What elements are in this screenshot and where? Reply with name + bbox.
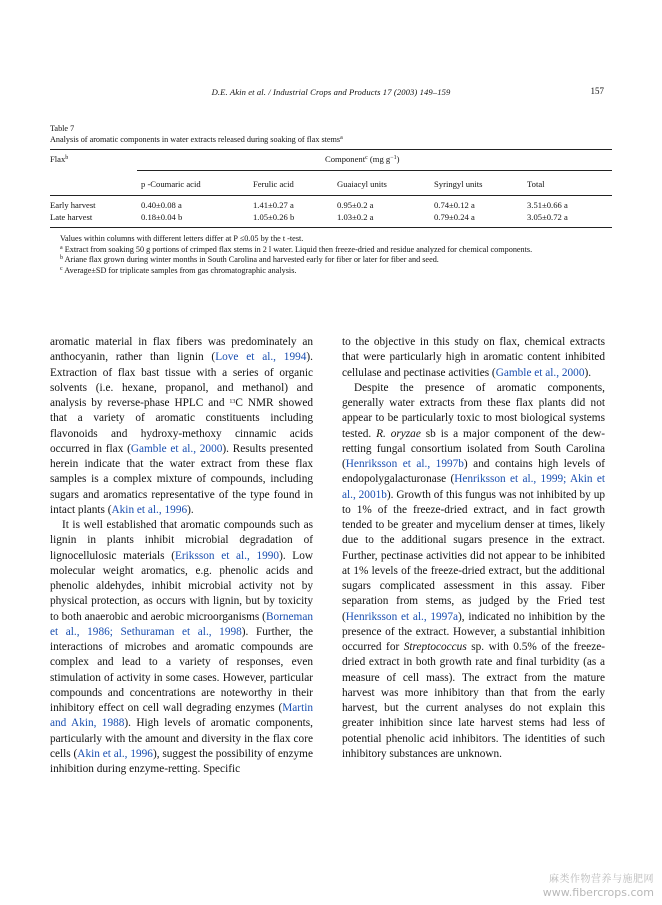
- table-cell: 3.51±0.66 a: [527, 200, 568, 210]
- table-cell: 0.18±0.04 b: [141, 212, 183, 222]
- citation-link[interactable]: Henriksson et al., 1997b: [345, 458, 464, 470]
- citation-link[interactable]: Henriksson et al., 1997a: [345, 610, 458, 623]
- col-header-syringyl: Syringyl units: [434, 179, 483, 189]
- table-cell: 0.79±0.24 a: [434, 212, 475, 222]
- citation-link[interactable]: Love et al., 1994: [215, 351, 307, 364]
- citation-link[interactable]: Akin et al., 1996: [77, 747, 153, 760]
- footnote-c: $^c$ Average±SD for triplicate samples from gas chromatographic analysis.: [60, 265, 297, 275]
- citation-link[interactable]: Henriksson et al., 1999; Akin et al., 2001b: [342, 473, 606, 501]
- col-header-coumaric: p -Coumaric acid: [141, 179, 201, 189]
- citation-link[interactable]: Eriksson et al., 1990: [175, 549, 280, 562]
- watermark-site-name: 麻类作物营养与施肥网: [549, 874, 654, 885]
- table-caption: Analysis of aromatic components in water extracts released during soaking of flax stems$^a$: [50, 135, 343, 144]
- table-label: Table 7: [50, 124, 75, 133]
- table-cell: 0.95±0.2 a: [337, 200, 374, 210]
- running-head: D.E. Akin et al. / Industrial Crops and Products 17 (2003) 149–159: [211, 87, 451, 97]
- body-column-left: [50, 335, 313, 777]
- footnote-stat: Values within columns with different letters differ at P ≤0.05 by the t -test.: [60, 234, 304, 243]
- table-cell: 1.41±0.27 a: [253, 200, 294, 210]
- citation-link[interactable]: Gamble et al., 2000: [495, 366, 585, 379]
- footnote-a: $^a$ Extract from soaking 50 g portions of crimped flax stems in 2 l water. Liquid then freeze-dried and residue analyzed for chemical components.: [60, 244, 533, 254]
- table-cell: 0.74±0.12 a: [434, 200, 475, 210]
- col-header-total: Total: [527, 179, 545, 189]
- table-cell: 1.03±0.2 a: [337, 212, 374, 222]
- table-header-rule: [50, 195, 612, 196]
- table-cell: 3.05±0.72 a: [527, 212, 568, 222]
- col-header-ferulic: Ferulic acid: [253, 179, 294, 189]
- table-footnotes: [50, 234, 612, 276]
- footnote-b: $^b$ Ariane flax grown during winter months in South Carolina and harvested early for fiber or later for fiber and seed.: [60, 255, 439, 265]
- paragraph: to the objective in this study on flax, chemical extracts that were particularly high in aromatic content inhibited cellulase and pectinase activities (Gamble et al., 2000).: [342, 336, 605, 379]
- citation-link[interactable]: Akin et al., 1996: [111, 503, 188, 516]
- paragraph: aromatic material in flax fibers was predominately an anthocyanin, rather than lignin (Love et al., 1994). Extraction of flax bast tissue with a series of organic solvents (i.e. hexane, propanol, and methanol) and analysis by reverse-phase HPLC and $^{13}$C NMR showed that a variety of aromatic constituents including flavonoids and hydroxy-methoxy cinnamic acids occurred in flax (Gamble et al., 2000). Results presented herein indicate that the water extract from these flax samples is a complex mixture of compounds, including sugars and aromatics representative of the type found in intact plants (Akin et al., 1996).: [50, 336, 313, 516]
- table-bottom-rule: [50, 227, 612, 228]
- paragraph: It is well established that aromatic compounds such as lignin in plants inhibit microbial degradation of lignocellulosic materials (Eriksson et al., 1990). Low molecular weight aromatics, e.g. phenolic acids and phenolic aldehydes, inhibit microbial activity not by physical protection, as occurs with lignin, but by toxicity to both anaerobic and aerobic microorganisms (Borneman et al., 1986; Sethuraman et al., 1998). Further, the interactions of microbes and aromatic compounds are complex and lead to a variety of responses, even stimulation of activity in some cases. However, particular compounds and concentrations are noteworthy in their inhibitory effect on cell wall degrading enzymes (Martin and Akin, 1988). High levels of aromatic components, particularly with the amount and diversity in the flax core cells (Akin et al., 1996), suggest the possibility of enzyme inhibition during enzyme-retting. Specific: [50, 519, 314, 775]
- watermark: [543, 873, 654, 899]
- table-cell: 1.05±0.26 b: [253, 212, 295, 222]
- paragraph: Despite the presence of aromatic components, generally water extracts from these flax plants did not appear to be particularly toxic to most biological systems tested. R. oryzae sb is a major component of the dew-retting fungal consortium isolated from South Carolina (Henriksson et al., 1997b) and contains high levels of endopolygalacturonase (Henriksson et al., 1999; Akin et al., 2001b). Growth of this fungus was not inhibited by up to 1% of the freeze-dried extract, and in fact growth tended to be greater and mycelium denser at times, likely due to the additional sugars presence in the extract. Further, pectinase activities did not appear to be inhibited at 1% levels of the freeze-dried extract, but the additional sugars complicated assessment in this assay. Fiber separation from stems, as judged by the Fried test (Henriksson et al., 1997a), indicated no inhibition by the presence of the extract. However, a substantial inhibition occurred for Streptococcus sp. with 0.5% of the freeze-dried extract in both growth rate and final turbidity (as a measure of cell mass). The extract from the mature harvest was more inhibitory than that from the early harvest, but the current analyses do not explain this greater inhibition since late harvest stems had less of potential phenolic acid inhibitors. The identities of such inhibitory substances are unknown.: [342, 381, 606, 760]
- table-cell: 0.40±0.08 a: [141, 200, 182, 210]
- row-label-late: Late harvest: [50, 212, 93, 222]
- italic-term: R. oryzae: [376, 427, 421, 440]
- row-label-early: Early harvest: [50, 200, 96, 210]
- body-column-right: [342, 335, 605, 762]
- citation-link[interactable]: Borneman et al., 1986; Sethuraman et al., 1998: [50, 610, 313, 638]
- citation-link[interactable]: Gamble et al., 2000: [130, 442, 223, 455]
- component-span-rule: [137, 170, 612, 171]
- page-number: 157: [590, 86, 604, 96]
- watermark-url: www.fibercrops.com: [542, 886, 654, 899]
- citation-link[interactable]: Martin and Akin, 1988: [50, 702, 313, 730]
- superscript: 13: [229, 399, 236, 405]
- italic-term: Streptococcus: [403, 641, 467, 653]
- col-header-guaiacyl: Guaiacyl units: [337, 179, 387, 189]
- component-header: Component$^c$ (mg $g^{-1}$): [325, 154, 400, 164]
- flax-column-header: Flax$^b$: [50, 154, 69, 164]
- table-7: [50, 123, 612, 233]
- table-top-rule: [50, 149, 612, 150]
